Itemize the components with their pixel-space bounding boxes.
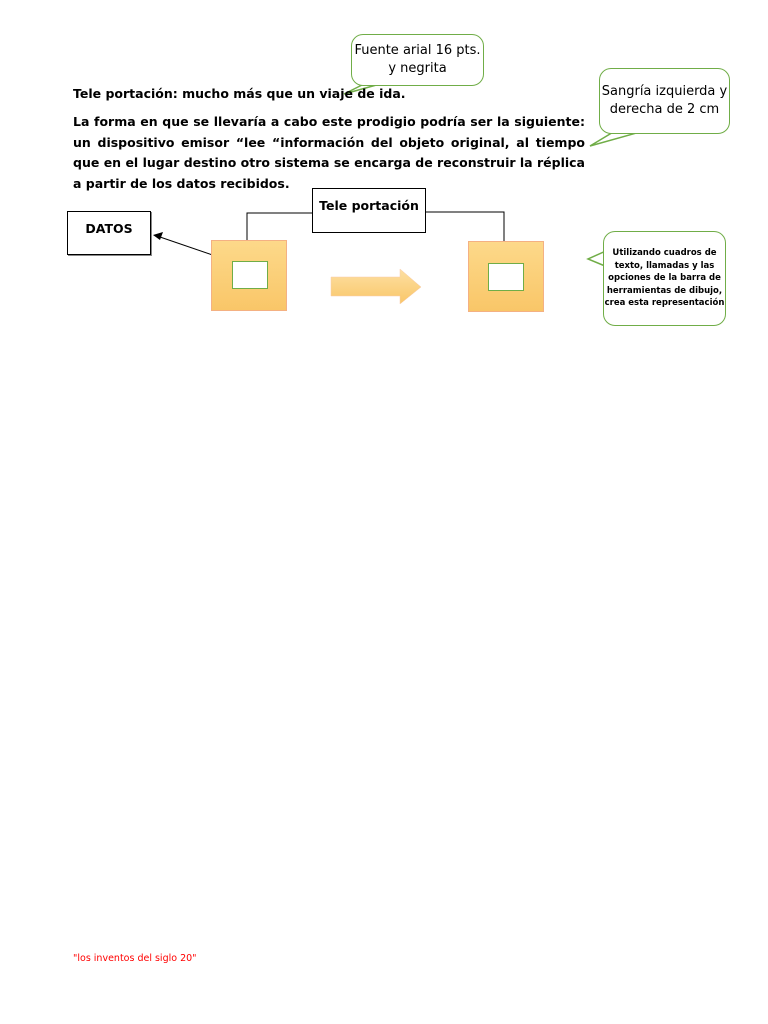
destination-inner-box xyxy=(488,263,524,291)
callout-drawing-note xyxy=(603,231,726,326)
datos-arrowhead xyxy=(153,232,163,240)
document-paragraph: La forma en que se llevaría a cabo este prodigio podría ser la siguiente: un dispositivo emisor “lee “información del objeto original, al tiempo que en el lugar destino otro sistema se encarga de reconstruir la réplica a partir de los datos recibidos. xyxy=(73,114,585,191)
transfer-arrow xyxy=(331,269,421,304)
callout-indent-note xyxy=(599,68,730,134)
connector-right xyxy=(426,212,504,241)
callout-font-text: Fuente arial 16 pts. y negrita xyxy=(354,43,481,76)
callout-drawing-text: Utilizando cuadros de texto, llamadas y las opciones de la barra de herramientas de dibujo, crea esta representación xyxy=(604,248,725,309)
connector-left xyxy=(247,213,312,240)
callout-font-note xyxy=(351,34,484,86)
teleport-label: Tele portación xyxy=(319,198,419,213)
document-heading: Tele portación: mucho más que un viaje de ida. xyxy=(73,86,406,101)
datos-box xyxy=(67,211,151,255)
source-inner-box xyxy=(232,261,268,289)
teleport-box xyxy=(312,188,426,233)
footer-text: "los inventos del siglo 20" xyxy=(73,953,197,964)
datos-label: DATOS xyxy=(85,221,133,236)
callout-indent-text: Sangría izquierda y derecha de 2 cm xyxy=(601,84,728,117)
